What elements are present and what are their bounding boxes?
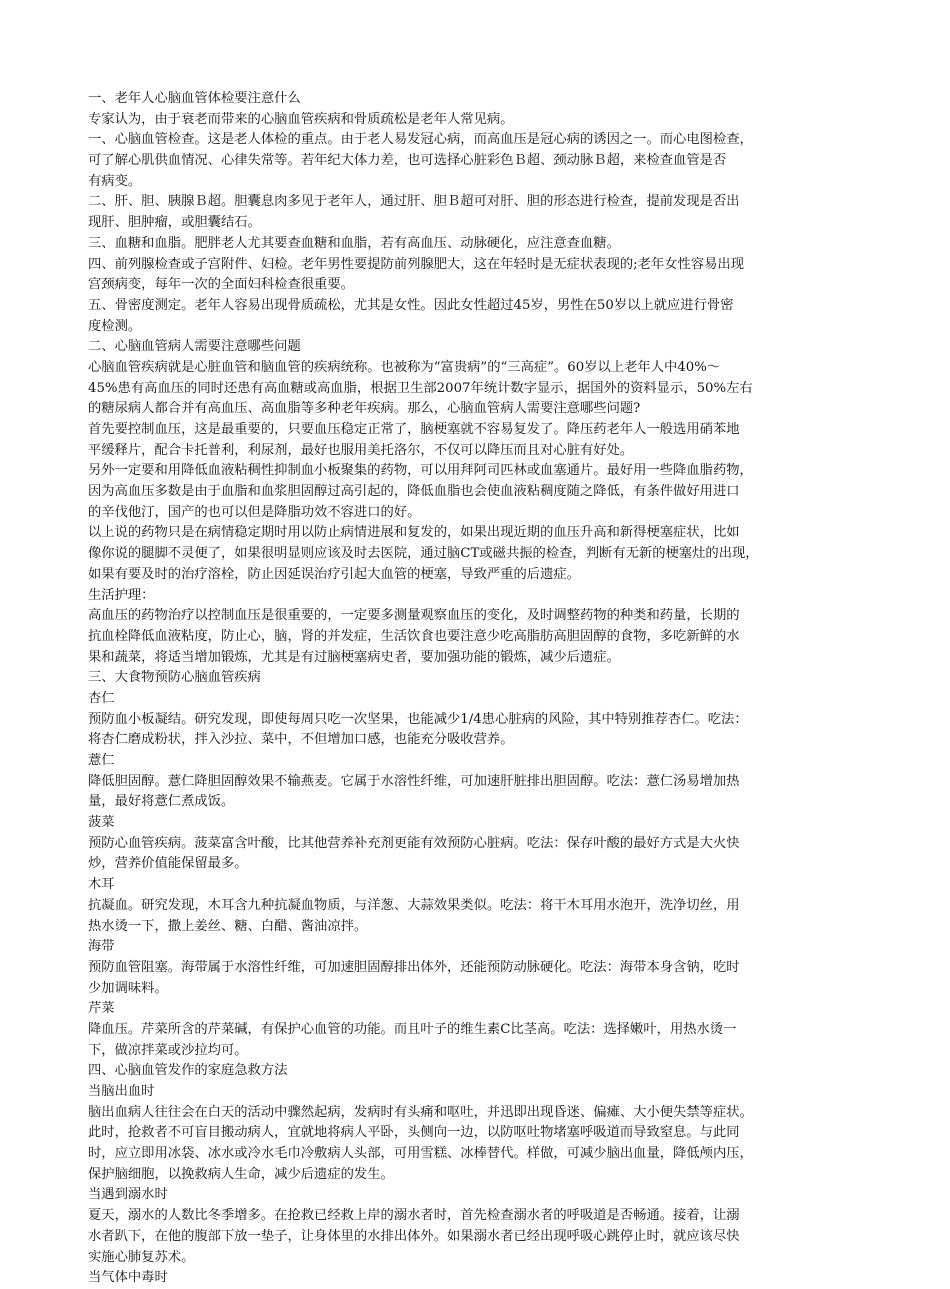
text-line: 宫颈病变，每年一次的全面妇科检查很重要。 [88, 277, 354, 293]
text-line: 杏仁 [88, 690, 115, 706]
text-line: 一、心脑血管检查。这是老人体检的重点。由于老人易发冠心病，而高血压是冠心病的诱因之一。而心电图检查， [88, 132, 753, 148]
text-line: 一、老年人心脑血管体检要注意什么 [88, 91, 301, 106]
text-line: 五、骨密度测定。老年人容易出现骨质疏松，尤其是女性。因此女性超过45岁，男性在50岁以上就应进行骨密 [88, 297, 734, 313]
text-line: 将杏仁磨成粉状，拌入沙拉、菜中，不但增加口感，也能充分吸收营养。 [88, 732, 514, 748]
text-line: 少加调味料。 [88, 980, 168, 996]
text-line: 实施心肺复苏术。 [88, 1249, 195, 1265]
text-line: 夏天，溺水的人数比冬季增多。在抢救已经救上岸的溺水者时，首先检查溺水者的呼吸道是否畅通。接着，让溺 [88, 1208, 740, 1224]
text-line: 以上说的药物只是在病情稳定期时用以防止病情进展和复发的，如果出现近期的血压升高和新得梗塞症状，比如 [88, 525, 740, 541]
text-line: 三、血糖和血脂。肥胖老人尤其要查血糖和血脂，若有高血压、动脉硬化，应注意查血糖。 [88, 235, 620, 251]
text-line: 此时，抢救者不可盲目搬动病人，宜就地将病人平卧，头侧向一边，以防呕吐物堵塞呼吸道而导致窒息。与此同 [88, 1125, 740, 1141]
text-line: 抗凝血。研究发现，木耳含九种抗凝血物质，与洋葱、大蒜效果类似。吃法：将干木耳用水泡开，洗净切丝，用 [88, 897, 740, 913]
text-line: 另外一定要和用降低血液粘稠性抑制血小板聚集的药物，可以用拜阿司匹林或血塞通片。最好用一些降血脂药物， [88, 463, 753, 479]
text-line: 45%患有高血压的同时还患有高血糖或高血脂，根据卫生部2007年统计数字显示，据国外的资料显示，50%左右 [88, 380, 753, 396]
text-line: 有病变。 [88, 173, 142, 189]
text-line: 三、大食物预防心脑血管疾病 [88, 670, 261, 686]
text-line: 现肝、胆肿瘤，或胆囊结石。 [88, 215, 261, 231]
text-line: 可了解心肌供血情况、心律失常等。若年纪大体力差，也可选择心脏彩色Ｂ超、颈动脉Ｂ超，来检查血管是否 [88, 153, 727, 169]
text-line: 的糖尿病人都合并有高血压、高血脂等多种老年疾病。那么，心脑血管病人需要注意哪些问题? [88, 401, 641, 417]
text-line: 专家认为，由于衰老而带来的心脑血管疾病和骨质疏松是老年人常见病。 [88, 111, 514, 127]
text-line: 的辛伐他汀，国产的也可以但是降脂功效不容进口的好。 [88, 504, 421, 520]
text-line: 木耳 [88, 877, 115, 893]
text-line: 菠菜 [88, 815, 115, 831]
text-line: 四、前列腺检查或子宫附件、妇检。老年男性要提防前列腺肥大，这在年轻时是无症状表现的;老年女性容易出现 [88, 256, 745, 272]
text-line: 二、心脑血管病人需要注意哪些问题 [88, 339, 301, 355]
document-body [88, 89, 860, 1289]
text-line: 高血压的药物治疗以控制血压是很重要的，一定要多测量观察血压的变化，及时调整药物的种类和药量，长期的 [88, 608, 740, 624]
text-line: 生活护理： [88, 587, 155, 603]
text-line: 像你说的腿脚不灵便了，如果很明显则应该及时去医院，通过脑CT或磁共振的检查，判断有无新的梗塞灶的出现， [88, 546, 759, 562]
text-line: 度检测。 [88, 318, 142, 334]
text-line: 心脑血管疾病就是心脏血管和脑血管的疾病统称。也被称为“富贵病”的“三高症”。60岁以上老年人中40%～ [88, 359, 721, 375]
text-line: 预防血小板凝结。研究发现，即使每周只吃一次坚果，也能减少1/4患心脏病的风险，其中特别推荐杏仁。吃法： [88, 711, 748, 727]
text-line: 脑出血病人往往会在白天的活动中骤然起病，发病时有头痛和呕吐，并迅即出现昏迷、偏瘫、大小便失禁等症状。 [88, 1104, 753, 1120]
text-line: 水者趴下，在他的腹部下放一垫子，让身体里的水排出体外。如果溺水者已经出现呼吸心跳停止时，就应该尽快 [88, 1228, 740, 1244]
text-line: 预防心血管疾病。菠菜富含叶酸，比其他营养补充剂更能有效预防心脏病。吃法：保存叶酸的最好方式是大火快 [88, 835, 740, 851]
text-line: 当遇到溺水时 [88, 1187, 168, 1203]
text-line: 平缓释片，配合卡托普利，利尿剂，最好也服用美托洛尔，不仅可以降压而且对心脏有好处。 [88, 442, 634, 458]
text-line: 海带 [88, 939, 115, 955]
text-line: 降低胆固醇。薏仁降胆固醇效果不输燕麦。它属于水溶性纤维，可加速肝脏排出胆固醇。吃法：薏仁汤易增加热 [88, 773, 740, 789]
text-line: 因为高血压多数是由于血脂和血浆胆固醇过高引起的，降低血脂也会使血液粘稠度随之降低，有条件做好用进口 [88, 484, 740, 500]
text-line: 当气体中毒时 [88, 1270, 168, 1286]
text-line: 二、肝、胆、胰腺Ｂ超。胆囊息肉多见于老年人，通过肝、胆Ｂ超可对肝、胆的形态进行检查，提前发现是否出 [88, 194, 740, 210]
text-line: 如果有要及时的治疗溶栓，防止因延误治疗引起大血管的梗塞，导致严重的后遗症。 [88, 566, 580, 582]
text-line: 首先要控制血压，这是最重要的，只要血压稳定正常了，脑梗塞就不容易复发了。降压药老年人一般选用硝苯地 [88, 422, 740, 437]
text-line: 量，最好将薏仁煮成饭。 [88, 794, 235, 810]
text-line: 薏仁 [88, 753, 115, 768]
text-line: 保护脑细胞，以挽救病人生命，减少后遗症的发生。 [88, 1166, 394, 1182]
text-line: 下，做凉拌菜或沙拉均可。 [88, 1042, 248, 1058]
text-line: 当脑出血时 [88, 1084, 155, 1099]
text-line: 热水烫一下，撒上姜丝、糖、白醋、酱油凉拌。 [88, 918, 368, 934]
text-line: 预防血管阻塞。海带属于水溶性纤维，可加速胆固醇排出体外，还能预防动脉硬化。吃法：海带本身含钠，吃时 [88, 959, 740, 975]
text-line: 炒，营养价值能保留最多。 [88, 856, 248, 872]
text-line: 四、心脑血管发作的家庭急救方法 [88, 1063, 288, 1079]
text-line: 时，应立即用冰袋、冰水或冷水毛巾冷敷病人头部，可用雪糕、冰棒替代。样做，可减少脑出血量，降低颅内压， [88, 1146, 753, 1162]
text-line: 降血压。芹菜所含的芹菜碱，有保护心血管的功能。而且叶子的维生素C比茎高。吃法：选择嫩叶，用热水烫一 [88, 1021, 737, 1037]
text-line: 抗血栓降低血液粘度，防止心，脑，肾的并发症，生活饮食也要注意少吃高脂肪高胆固醇的食物，多吃新鲜的水 [88, 628, 740, 644]
text-line: 芹菜 [88, 1001, 115, 1017]
text-line: 果和蔬菜，将适当增加锻炼，尤其是有过脑梗塞病史者，要加强功能的锻炼，减少后遗症。 [88, 649, 620, 665]
